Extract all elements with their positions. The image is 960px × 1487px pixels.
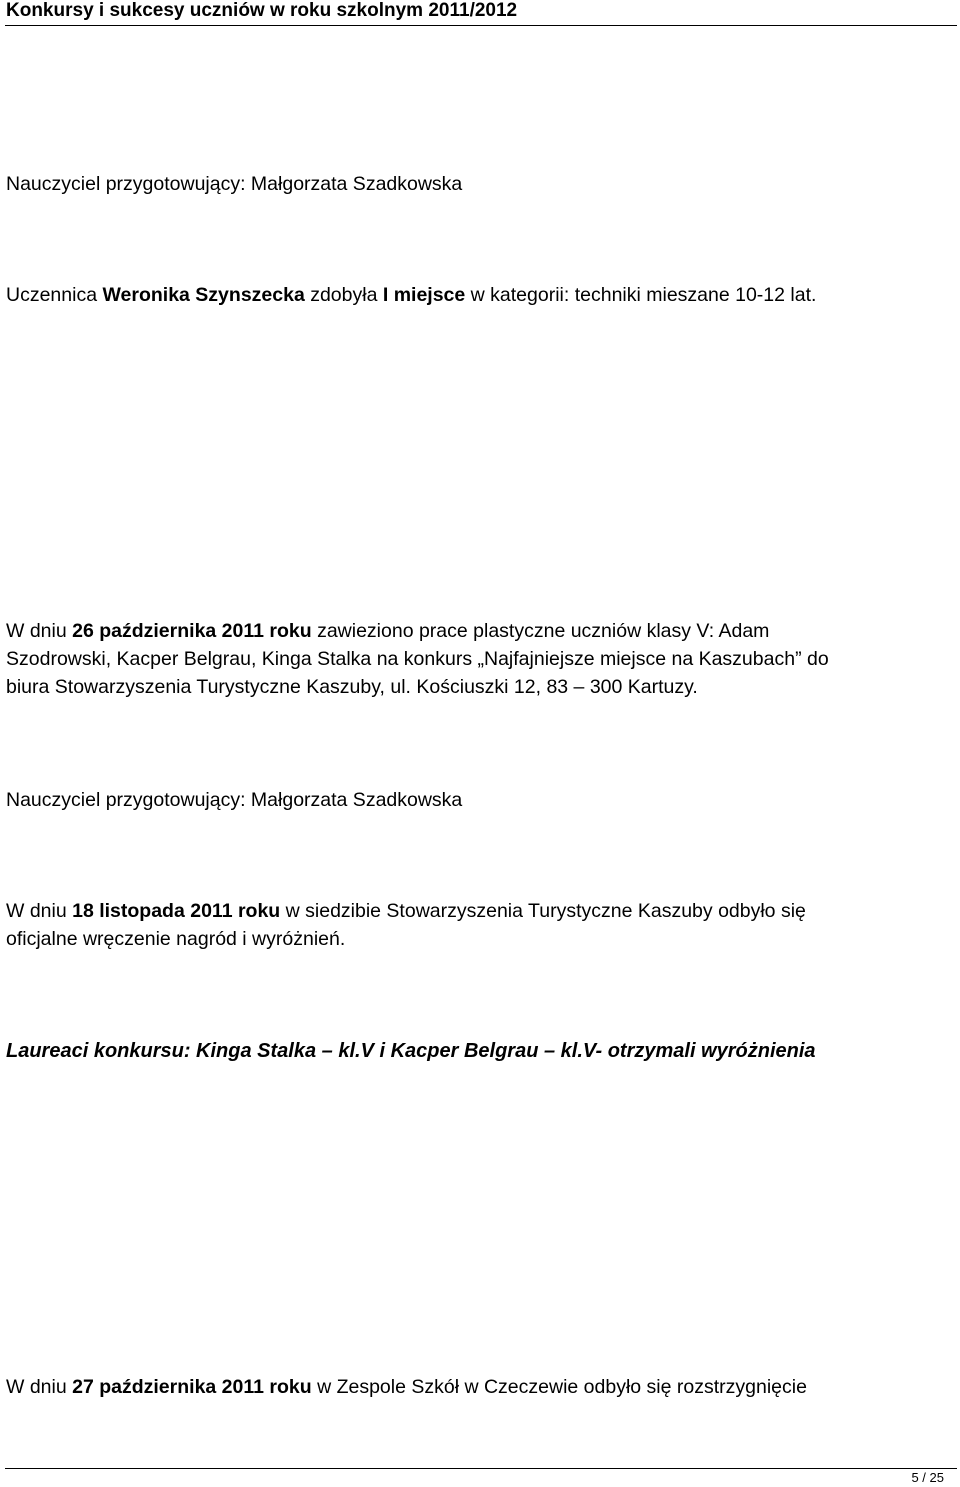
paragraph-3-line-1 <box>6 897 952 925</box>
place-award: I miejsce <box>382 284 466 306</box>
paragraph-2-post: zawieziono prace plastyczne uczniów klasy V: Adam <box>311 620 770 642</box>
paragraph-4 <box>6 1373 952 1401</box>
paragraph-4-date: 27 października 2011 roku <box>72 1376 312 1398</box>
paragraph-4-post: w Zespole Szkół w Czeczewie odbyło się rozstrzygnięcie <box>311 1376 807 1398</box>
paragraph-3-pre: W dniu <box>6 900 73 922</box>
footer-divider <box>5 1468 957 1469</box>
paragraph-3 <box>6 897 952 953</box>
paragraph-3-date: 18 listopada 2011 roku <box>72 900 281 922</box>
student-name: Weronika Szynszecka <box>102 284 305 306</box>
paragraph-3-line-2: oficjalne wręczenie nagród i wyróżnień. <box>6 928 346 950</box>
paragraph-4-pre: W dniu <box>6 1376 73 1398</box>
paragraph-2-line-1 <box>6 617 952 645</box>
document-header-title: Konkursy i sukcesy uczniów w roku szkolnym 2011/2012 <box>6 0 518 21</box>
result-text-part1: Uczennica <box>6 284 103 306</box>
paragraph-2 <box>6 617 952 701</box>
teacher-note-2: Nauczyciel przygotowujący: Małgorzata Szadkowska <box>6 789 463 811</box>
paragraph-2-date: 26 października 2011 roku <box>72 620 312 642</box>
teacher-note-1: Nauczyciel przygotowujący: Małgorzata Szadkowska <box>6 173 463 195</box>
page-number: 5 / 25 <box>911 1470 944 1485</box>
laureates-heading: Laureaci konkursu: Kinga Stalka – kl.V i Kacper Belgrau – kl.V- otrzymali wyróżnienia <box>6 1040 816 1062</box>
paragraph-3-post: w siedzibie Stowarzyszenia Turystyczne Kaszuby odbyło się <box>280 900 806 922</box>
paragraph-2-line-3: biura Stowarzyszenia Turystyczne Kaszuby, ul. Kościuszki 12, 83 – 300 Kartuzy. <box>6 676 698 698</box>
paragraph-2-pre: W dniu <box>6 620 73 642</box>
result-paragraph-1 <box>6 281 952 309</box>
result-text-part2: zdobyła <box>304 284 383 306</box>
header-divider <box>5 25 957 26</box>
paragraph-2-line-2: Szodrowski, Kacper Belgrau, Kinga Stalka na konkurs „Najfajniejsze miejsce na Kaszubach” do <box>6 648 829 670</box>
result-text-part3: w kategorii: techniki mieszane 10-12 lat. <box>465 284 817 306</box>
